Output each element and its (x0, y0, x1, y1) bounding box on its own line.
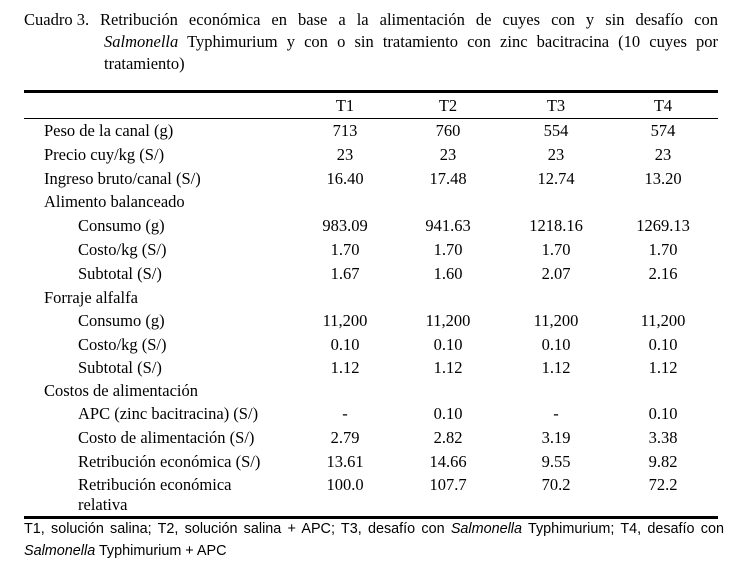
table-row (24, 238, 718, 262)
table-cell: 0.10 (541, 335, 571, 354)
table-cell: - (342, 404, 348, 423)
table-row (24, 356, 718, 380)
table-cell: - (553, 404, 559, 423)
table-footnote (24, 518, 724, 562)
footnote-line-1 (24, 518, 724, 540)
table-row (24, 119, 718, 143)
table-row (24, 426, 718, 450)
table-cell: 13.20 (644, 169, 682, 188)
table-cell: 17.48 (429, 169, 467, 188)
table-row (24, 214, 718, 238)
table-cell: 574 (650, 121, 676, 140)
row-label: Retribución económica (S/) (78, 452, 261, 471)
section-label: Alimento balanceado (44, 192, 185, 211)
caption-line-2 (24, 31, 718, 53)
caption-italic-species: Salmonella (104, 32, 179, 51)
table-cell: 2.07 (541, 264, 571, 283)
table-cell: 23 (439, 145, 457, 164)
table-caption (24, 9, 718, 75)
row-label: Consumo (g) (78, 311, 165, 330)
table-cell: 1.70 (648, 240, 678, 259)
caption-text-2: Typhimurium y con o sin tratamiento con zinc bacitracina (10 cuyes por (178, 32, 718, 51)
table-cell: 1.70 (330, 240, 360, 259)
table-cell: 713 (332, 121, 358, 140)
section-label: Costos de alimentación (44, 381, 198, 400)
table-cell: 3.38 (648, 428, 678, 447)
table-cell: 1.12 (330, 358, 360, 377)
table-cell: 11,200 (425, 311, 471, 330)
table-cell: 0.10 (648, 404, 678, 423)
row-label: Costo/kg (S/) (78, 335, 167, 354)
row-label: Costo/kg (S/) (78, 240, 167, 259)
row-label-continuation: relativa (78, 495, 128, 514)
table-row (24, 333, 718, 357)
column-header-t3: T3 (546, 96, 566, 115)
table-cell: 941.63 (425, 216, 471, 235)
column-header-t4: T4 (653, 96, 673, 115)
table-cell: 23 (336, 145, 354, 164)
table-section-row (24, 286, 718, 310)
table-cell: 9.82 (648, 452, 678, 471)
table-cell: 2.82 (433, 428, 463, 447)
table-header-row (24, 94, 718, 118)
table-cell: 760 (435, 121, 461, 140)
table-row-continuation (24, 493, 718, 517)
table-cell: 983.09 (322, 216, 368, 235)
footnote-line-2 (24, 540, 724, 562)
table-cell: 23 (654, 145, 672, 164)
row-label: Ingreso bruto/canal (S/) (44, 169, 201, 188)
caption-line-3: tratamiento) (104, 54, 185, 73)
column-header-t1: T1 (335, 96, 355, 115)
table-cell: 0.10 (433, 404, 463, 423)
table-cell: 12.74 (537, 169, 575, 188)
table-cell: 11,200 (640, 311, 686, 330)
row-label: Subtotal (S/) (78, 358, 162, 377)
table-cell: 0.10 (433, 335, 463, 354)
table-cell: 16.40 (326, 169, 364, 188)
table-cell: 1.12 (433, 358, 463, 377)
row-label: Consumo (g) (78, 216, 165, 235)
table-cell: 11,200 (322, 311, 368, 330)
table-cell: 1.70 (541, 240, 571, 259)
table-cell: 9.55 (541, 452, 571, 471)
table-cell: 2.16 (648, 264, 678, 283)
row-label: Retribución económica (78, 475, 232, 494)
table-cell: 1.67 (330, 264, 360, 283)
table-cell: 1.70 (433, 240, 463, 259)
table-cell: 23 (547, 145, 565, 164)
table-top-rule (24, 90, 718, 93)
table-cell: 107.7 (429, 475, 467, 494)
row-label: Subtotal (S/) (78, 264, 162, 283)
table-cell: 70.2 (541, 475, 571, 494)
row-label: Costo de alimentación (S/) (78, 428, 255, 447)
table-cell: 100.0 (326, 475, 364, 494)
table-cell: 72.2 (648, 475, 678, 494)
table-cell: 11,200 (533, 311, 579, 330)
table-row (24, 262, 718, 286)
table-cell: 3.19 (541, 428, 571, 447)
table-cell: 13.61 (326, 452, 364, 471)
table-cell: 1.12 (541, 358, 571, 377)
table-row (24, 309, 718, 333)
row-label: Peso de la canal (g) (44, 121, 174, 140)
table-row (24, 450, 718, 474)
table-cell: 1269.13 (636, 216, 690, 235)
table-cell: 2.79 (330, 428, 360, 447)
table-cell: 14.66 (429, 452, 467, 471)
caption-text-1: Retribución económica en base a la alimentación de cuyes con y sin desafío con (100, 10, 718, 29)
footnote-italic-1: Salmonella (450, 521, 523, 537)
table-cell: 1.12 (648, 358, 678, 377)
row-label: Precio cuy/kg (S/) (44, 145, 165, 164)
section-label: Forraje alfalfa (44, 288, 138, 307)
table-section-row (24, 379, 718, 403)
table-row (24, 143, 718, 167)
table-row (24, 402, 718, 426)
column-header-t2: T2 (438, 96, 458, 115)
caption-line-1 (24, 9, 718, 31)
table-cell: 0.10 (330, 335, 360, 354)
table-cell: 0.10 (648, 335, 678, 354)
table-row (24, 167, 718, 191)
table-cell: 1218.16 (529, 216, 583, 235)
table-cell: 554 (543, 121, 569, 140)
footnote-text-1: T1, solución salina; T2, solución salina + APC; T3, desafío con (24, 521, 451, 537)
table-section-row (24, 190, 718, 214)
row-label: APC (zinc bacitracina) (S/) (78, 404, 259, 423)
table-cell: 1.60 (433, 264, 463, 283)
footnote-text-2: Typhimurium; T4, desafío con (522, 521, 724, 537)
caption-label: Cuadro 3. (24, 10, 90, 29)
footnote-italic-2: Salmonella (24, 543, 96, 559)
footnote-text-3: Typhimurium + APC (95, 543, 227, 559)
